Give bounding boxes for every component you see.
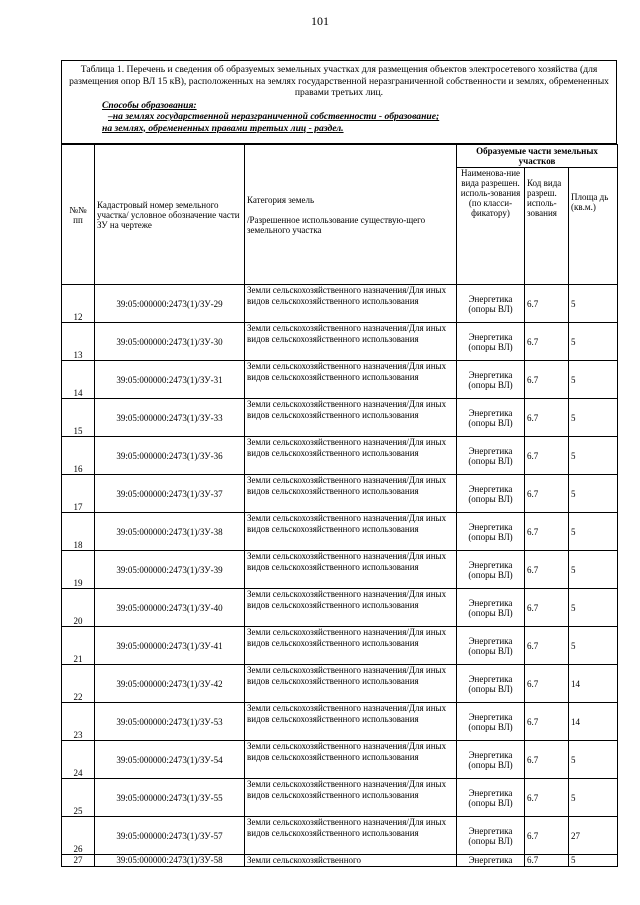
land-category: Земли сельскохозяйственного назначения/Для иных видов сельскохозяйственного использования xyxy=(245,665,457,703)
row-number: 21 xyxy=(62,627,95,665)
header-category: Категория земель /Разрешенное использование существую-щего земельного участка xyxy=(245,145,457,285)
use-code: 6.7 xyxy=(525,513,569,551)
use-kind: Энергетика (опоры ВЛ) xyxy=(457,665,525,703)
use-code: 6.7 xyxy=(525,589,569,627)
cadastral-number: 39:05:000000:2473(1)/ЗУ-55 xyxy=(95,779,245,817)
use-kind: Энергетика (опоры ВЛ) xyxy=(457,741,525,779)
table-row xyxy=(62,665,618,703)
cadastral-number: 39:05:000000:2473(1)/ЗУ-54 xyxy=(95,741,245,779)
cadastral-number: 39:05:000000:2473(1)/ЗУ-31 xyxy=(95,361,245,399)
table-row xyxy=(62,551,618,589)
table-body xyxy=(62,285,618,867)
cadastral-number: 39:05:000000:2473(1)/ЗУ-33 xyxy=(95,399,245,437)
cadastral-number: 39:05:000000:2473(1)/ЗУ-38 xyxy=(95,513,245,551)
land-category: Земли сельскохозяйственного назначения/Для иных видов сельскохозяйственного использования xyxy=(245,399,457,437)
land-category: Земли сельскохозяйственного назначения/Для иных видов сельскохозяйственного использования xyxy=(245,703,457,741)
row-number: 27 xyxy=(62,855,95,867)
row-number: 13 xyxy=(62,323,95,361)
use-kind: Энергетика (опоры ВЛ) xyxy=(457,475,525,513)
plot-area: 5 xyxy=(569,323,618,361)
use-kind: Энергетика (опоры ВЛ) xyxy=(457,437,525,475)
cadastral-number: 39:05:000000:2473(1)/ЗУ-41 xyxy=(95,627,245,665)
land-category: Земли сельскохозяйственного назначения/Для иных видов сельскохозяйственного использования xyxy=(245,627,457,665)
use-kind: Энергетика (опоры ВЛ) xyxy=(457,589,525,627)
header-cadastral: Кадастровый номер земельного участка/ условное обозначение части ЗУ на чертеже xyxy=(95,145,245,285)
table-row xyxy=(62,285,618,323)
plot-area: 5 xyxy=(569,627,618,665)
use-code: 6.7 xyxy=(525,437,569,475)
use-kind: Энергетика (опоры ВЛ) xyxy=(457,551,525,589)
row-number: 18 xyxy=(62,513,95,551)
table-row xyxy=(62,627,618,665)
table-row xyxy=(62,703,618,741)
use-code: 6.7 xyxy=(525,627,569,665)
table-row xyxy=(62,779,618,817)
cadastral-number: 39:05:000000:2473(1)/ЗУ-37 xyxy=(95,475,245,513)
land-category: Земли сельскохозяйственного xyxy=(245,855,457,867)
land-category: Земли сельскохозяйственного назначения/Для иных видов сельскохозяйственного использования xyxy=(245,361,457,399)
table-row xyxy=(62,323,618,361)
use-kind: Энергетика (опоры ВЛ) xyxy=(457,703,525,741)
row-number: 15 xyxy=(62,399,95,437)
land-category: Земли сельскохозяйственного назначения/Для иных видов сельскохозяйственного использования xyxy=(245,437,457,475)
land-category: Земли сельскохозяйственного назначения/Для иных видов сельскохозяйственного использования xyxy=(245,285,457,323)
use-code: 6.7 xyxy=(525,665,569,703)
cadastral-number: 39:05:000000:2473(1)/ЗУ-57 xyxy=(95,817,245,855)
row-number: 23 xyxy=(62,703,95,741)
use-code: 6.7 xyxy=(525,285,569,323)
cadastral-number: 39:05:000000:2473(1)/ЗУ-40 xyxy=(95,589,245,627)
cadastral-number: 39:05:000000:2473(1)/ЗУ-53 xyxy=(95,703,245,741)
method-1: –на землях государственной неразграниченной собственности - образование; xyxy=(108,111,440,122)
header-code: Код вида разреш. исполь-зования xyxy=(525,168,569,285)
plot-area: 5 xyxy=(569,361,618,399)
plot-area: 14 xyxy=(569,703,618,741)
use-code: 6.7 xyxy=(525,855,569,867)
use-code: 6.7 xyxy=(525,399,569,437)
land-category: Земли сельскохозяйственного назначения/Для иных видов сельскохозяйственного использования xyxy=(245,741,457,779)
plot-area: 5 xyxy=(569,855,618,867)
row-number: 26 xyxy=(62,817,95,855)
plot-area: 5 xyxy=(569,589,618,627)
land-category: Земли сельскохозяйственного назначения/Для иных видов сельскохозяйственного использования xyxy=(245,589,457,627)
land-category: Земли сельскохозяйственного назначения/Для иных видов сельскохозяйственного использования xyxy=(245,475,457,513)
use-kind: Энергетика (опоры ВЛ) xyxy=(457,399,525,437)
use-kind: Энергетика (опоры ВЛ) xyxy=(457,361,525,399)
page-number: 101 xyxy=(311,14,329,28)
use-kind: Энергетика (опоры ВЛ) xyxy=(457,779,525,817)
use-kind: Энергетика (опоры ВЛ) xyxy=(457,627,525,665)
row-number: 14 xyxy=(62,361,95,399)
use-kind: Энергетика (опоры ВЛ) xyxy=(457,513,525,551)
land-category: Земли сельскохозяйственного назначения/Для иных видов сельскохозяйственного использования xyxy=(245,779,457,817)
table-row xyxy=(62,855,618,867)
table-row xyxy=(62,475,618,513)
table-row xyxy=(62,513,618,551)
plot-area: 5 xyxy=(569,475,618,513)
cadastral-number: 39:05:000000:2473(1)/ЗУ-30 xyxy=(95,323,245,361)
plot-area: 5 xyxy=(569,285,618,323)
land-category: Земли сельскохозяйственного назначения/Для иных видов сельскохозяйственного использования xyxy=(245,323,457,361)
cadastral-number: 39:05:000000:2473(1)/ЗУ-42 xyxy=(95,665,245,703)
use-kind: Энергетика xyxy=(457,855,525,867)
header-kind: Наименова-ние вида разрешен. исполь-зования (по класси-фикатору) xyxy=(457,168,525,285)
use-code: 6.7 xyxy=(525,703,569,741)
table-row xyxy=(62,399,618,437)
use-kind: Энергетика (опоры ВЛ) xyxy=(457,323,525,361)
method-2: на землях, обремененных правами третьих лиц - раздел. xyxy=(102,122,344,134)
land-category: Земли сельскохозяйственного назначения/Для иных видов сельскохозяйственного использования xyxy=(245,513,457,551)
row-number: 25 xyxy=(62,779,95,817)
formation-methods xyxy=(102,100,616,135)
cadastral-number: 39:05:000000:2473(1)/ЗУ-58 xyxy=(95,855,245,867)
use-kind: Энергетика (опоры ВЛ) xyxy=(457,817,525,855)
cadastral-number: 39:05:000000:2473(1)/ЗУ-29 xyxy=(95,285,245,323)
plot-area: 5 xyxy=(569,551,618,589)
plot-area: 5 xyxy=(569,513,618,551)
table-row xyxy=(62,741,618,779)
plot-area: 5 xyxy=(569,437,618,475)
use-kind: Энергетика (опоры ВЛ) xyxy=(457,285,525,323)
table-caption xyxy=(61,60,617,144)
row-number: 12 xyxy=(62,285,95,323)
land-plots-table xyxy=(61,144,618,867)
table-row xyxy=(62,589,618,627)
plot-area: 14 xyxy=(569,665,618,703)
use-code: 6.7 xyxy=(525,475,569,513)
header-area: Площа дь (кв.м.) xyxy=(569,168,618,285)
plot-area: 5 xyxy=(569,779,618,817)
use-code: 6.7 xyxy=(525,323,569,361)
row-number: 19 xyxy=(62,551,95,589)
methods-heading: Способы образования: xyxy=(102,99,197,111)
land-category: Земли сельскохозяйственного назначения/Для иных видов сельскохозяйственного использования xyxy=(245,817,457,855)
row-number: 24 xyxy=(62,741,95,779)
use-code: 6.7 xyxy=(525,551,569,589)
header-num: №№ пп xyxy=(62,145,95,285)
cadastral-number: 39:05:000000:2473(1)/ЗУ-39 xyxy=(95,551,245,589)
use-code: 6.7 xyxy=(525,817,569,855)
table-row xyxy=(62,361,618,399)
table-row xyxy=(62,817,618,855)
table-title: Таблица 1. Перечень и сведения об образуемых земельных участках для размещения объектов электросетевого хозяйства (для размещения опор ВЛ 15 кВ), расположенных на землях государственной неразграниченной собственности и землях, обремененных правами третьих лиц. xyxy=(69,64,609,98)
row-number: 16 xyxy=(62,437,95,475)
plot-area: 5 xyxy=(569,741,618,779)
cadastral-number: 39:05:000000:2473(1)/ЗУ-36 xyxy=(95,437,245,475)
table-row xyxy=(62,437,618,475)
use-code: 6.7 xyxy=(525,361,569,399)
use-code: 6.7 xyxy=(525,779,569,817)
land-category: Земли сельскохозяйственного назначения/Для иных видов сельскохозяйственного использования xyxy=(245,551,457,589)
plot-area: 5 xyxy=(569,399,618,437)
row-number: 22 xyxy=(62,665,95,703)
use-code: 6.7 xyxy=(525,741,569,779)
row-number: 20 xyxy=(62,589,95,627)
row-number: 17 xyxy=(62,475,95,513)
header-group: Образуемые части земельных участков xyxy=(457,145,618,168)
plot-area: 27 xyxy=(569,817,618,855)
